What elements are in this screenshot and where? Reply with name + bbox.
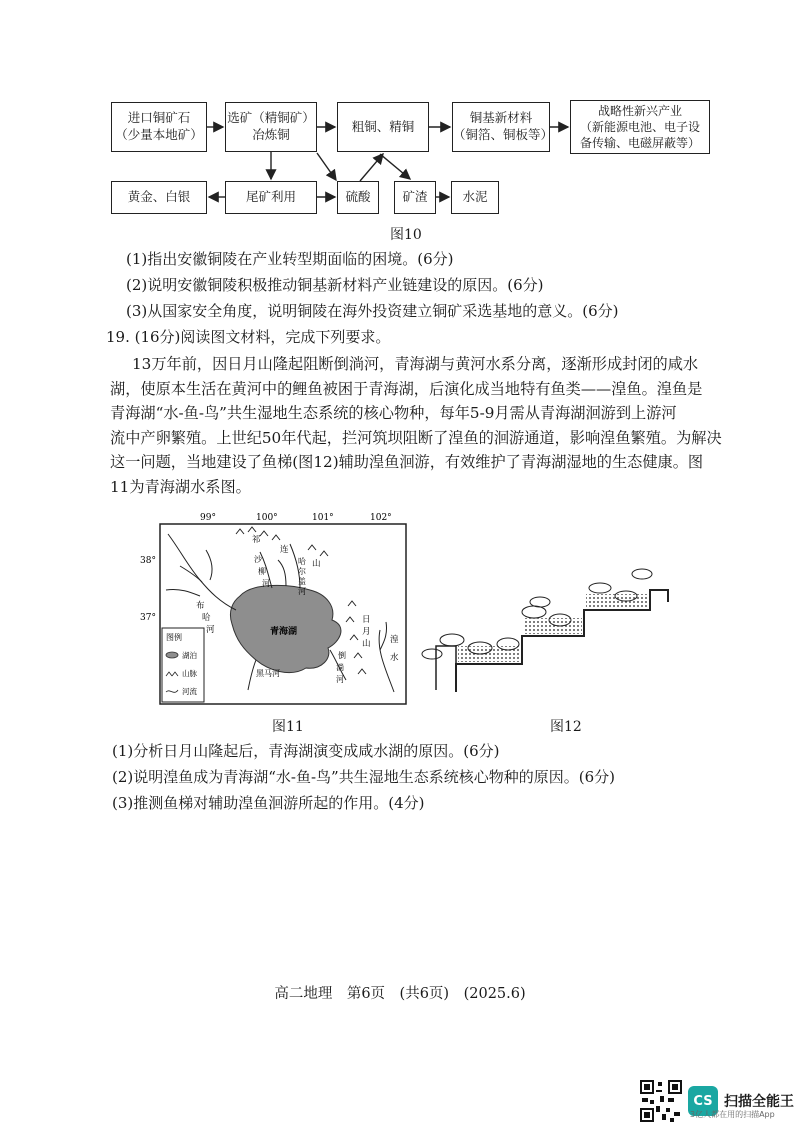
legend-title: 图例 (166, 633, 182, 642)
page-footer: 高二地理 第6页 (共6页) (2025.6) (274, 986, 526, 1002)
q18-part3: (3)从国家安全角度，说明铜陵在海外投资建立铜矿采选基地的意义。(6分) (126, 302, 619, 320)
heima-river (248, 660, 256, 690)
map-label-sha: 沙 (254, 555, 262, 564)
scanner-app-name: 扫描全能王 (724, 1094, 794, 1110)
fish-ladder-drawing (420, 560, 680, 700)
map-label-ha: 哈 (298, 557, 306, 566)
flow-box-copper-materials: 铜基新材料 （铜箔、铜板等） (452, 102, 550, 152)
flow-box-smelting: 选矿（精铜矿） 冶炼铜 (225, 102, 317, 152)
map-label-yue: 月 (362, 627, 371, 637)
q19-part1: (1)分析日月山隆起后，青海湖演变成咸水湖的原因。(6分) (112, 742, 500, 760)
figure-12-caption: 图12 (550, 719, 582, 735)
scanner-tagline: 3亿人都在用的扫描App (690, 1110, 775, 1119)
figure-12-fish-ladder (420, 560, 680, 700)
map-label-tang: 淌 (336, 663, 344, 672)
q19-part3: (3)推测鱼梯对辅助湟鱼洄游所起的作用。(4分) (112, 794, 425, 812)
map-label-liu: 柳 (258, 567, 266, 576)
map-label-he4: 河 (336, 675, 344, 684)
q19-line-3: 青海湖“水-鱼-鸟”共生湿地生态系统的核心物种，每年5-9月需从青海湖洄游到上游河 (110, 404, 677, 422)
flow-box-imported-ore: 进口铜矿石 （少量本地矿） (111, 102, 207, 152)
buha-river (168, 534, 236, 610)
legend-mountain: 山脉 (182, 669, 197, 678)
legend-lake: 湖泊 (182, 651, 197, 660)
figure-10-caption: 图10 (390, 227, 422, 243)
qr-code-icon (640, 1080, 682, 1122)
flow-box-slag: 矿渣 (394, 181, 436, 214)
lat-label-37: 37° (140, 613, 156, 623)
qinghai-lake-map (140, 510, 430, 710)
q19-part2: (2)说明湟鱼成为青海湖“水-鱼-鸟”共生湿地生态系统核心物种的原因。(6分) (112, 768, 615, 786)
lon-label-100: 100° (256, 513, 278, 523)
map-label-huang: 湟 (390, 635, 399, 645)
legend-river: 河流 (182, 687, 197, 696)
lon-label-102: 102° (370, 513, 392, 523)
map-label-shui: 水 (390, 653, 399, 663)
map-label-shan2: 山 (362, 639, 371, 649)
map-label-ri: 日 (362, 615, 371, 625)
map-label-er: 尔 (298, 567, 306, 576)
flow-box-gold-silver: 黄金、白银 (111, 181, 207, 214)
lon-label-99: 99° (200, 513, 216, 523)
map-label-he1: 河 (262, 579, 270, 588)
map-label-shan: 山 (312, 559, 321, 569)
figure-11-caption: 图11 (272, 719, 304, 735)
q19-material (110, 352, 722, 499)
map-label-he2: 河 (298, 587, 306, 596)
map-label-lian: 连 (280, 545, 289, 555)
q19-line-2: 湖，使原本生活在黄河中的鲤鱼被困于青海湖，后演化成当地特有鱼类——湟鱼。湟鱼是 (110, 379, 703, 398)
scanner-watermark (640, 1080, 794, 1122)
figure-11-map (140, 510, 430, 710)
flow-box-sulfuric-acid: 硫酸 (337, 181, 379, 214)
map-label-gai: 盖 (298, 577, 306, 586)
lat-label-38: 38° (140, 556, 156, 566)
q18-part2: (2)说明安徽铜陵积极推动铜基新材料产业链建设的原因。(6分) (126, 276, 544, 294)
q19-line-1: 13万年前，因日月山隆起阻断倒淌河，青海湖与黄河水系分离，逐渐形成封闭的咸水 (132, 355, 699, 373)
lon-label-101: 101° (312, 513, 334, 523)
map-label-he3: 河 (206, 625, 215, 635)
q18-part1: (1)指出安徽铜陵在产业转型期面临的困境。(6分) (126, 250, 454, 268)
q19-header: 19. (16分)阅读图文材料，完成下列要求。 (106, 328, 391, 346)
camscanner-logo-icon: CS (688, 1086, 718, 1116)
q19-line-6: 11为青海湖水系图。 (110, 477, 251, 496)
map-label-dao: 倒 (338, 651, 346, 660)
flow-box-tailings: 尾矿利用 (225, 181, 317, 214)
map-label-ha2: 哈 (202, 613, 211, 623)
map-label-heima: 黑马河 (256, 669, 280, 678)
q19-line-4: 流中产卵繁殖。上世纪50年代起，拦河筑坝阻断了湟鱼的洄游通道，影响湟鱼繁殖。为解决 (110, 428, 722, 447)
flow-box-cement: 水泥 (451, 181, 499, 214)
flow-arrows (0, 0, 800, 240)
map-label-qi: 祁 (252, 535, 261, 545)
q19-line-5: 这一问题，当地建设了鱼梯(图12)辅助湟鱼洄游，有效维护了青海湖湿地的生态健康。图 (110, 453, 704, 471)
lake-label: 青海湖 (270, 627, 298, 637)
map-label-bu: 布 (196, 601, 205, 611)
flow-box-crude-copper: 粗铜、精铜 (337, 102, 429, 152)
flow-box-strategic-industry: 战略性新兴产业 （新能源电池、电子设 备传输、电磁屏蔽等） (570, 100, 710, 154)
